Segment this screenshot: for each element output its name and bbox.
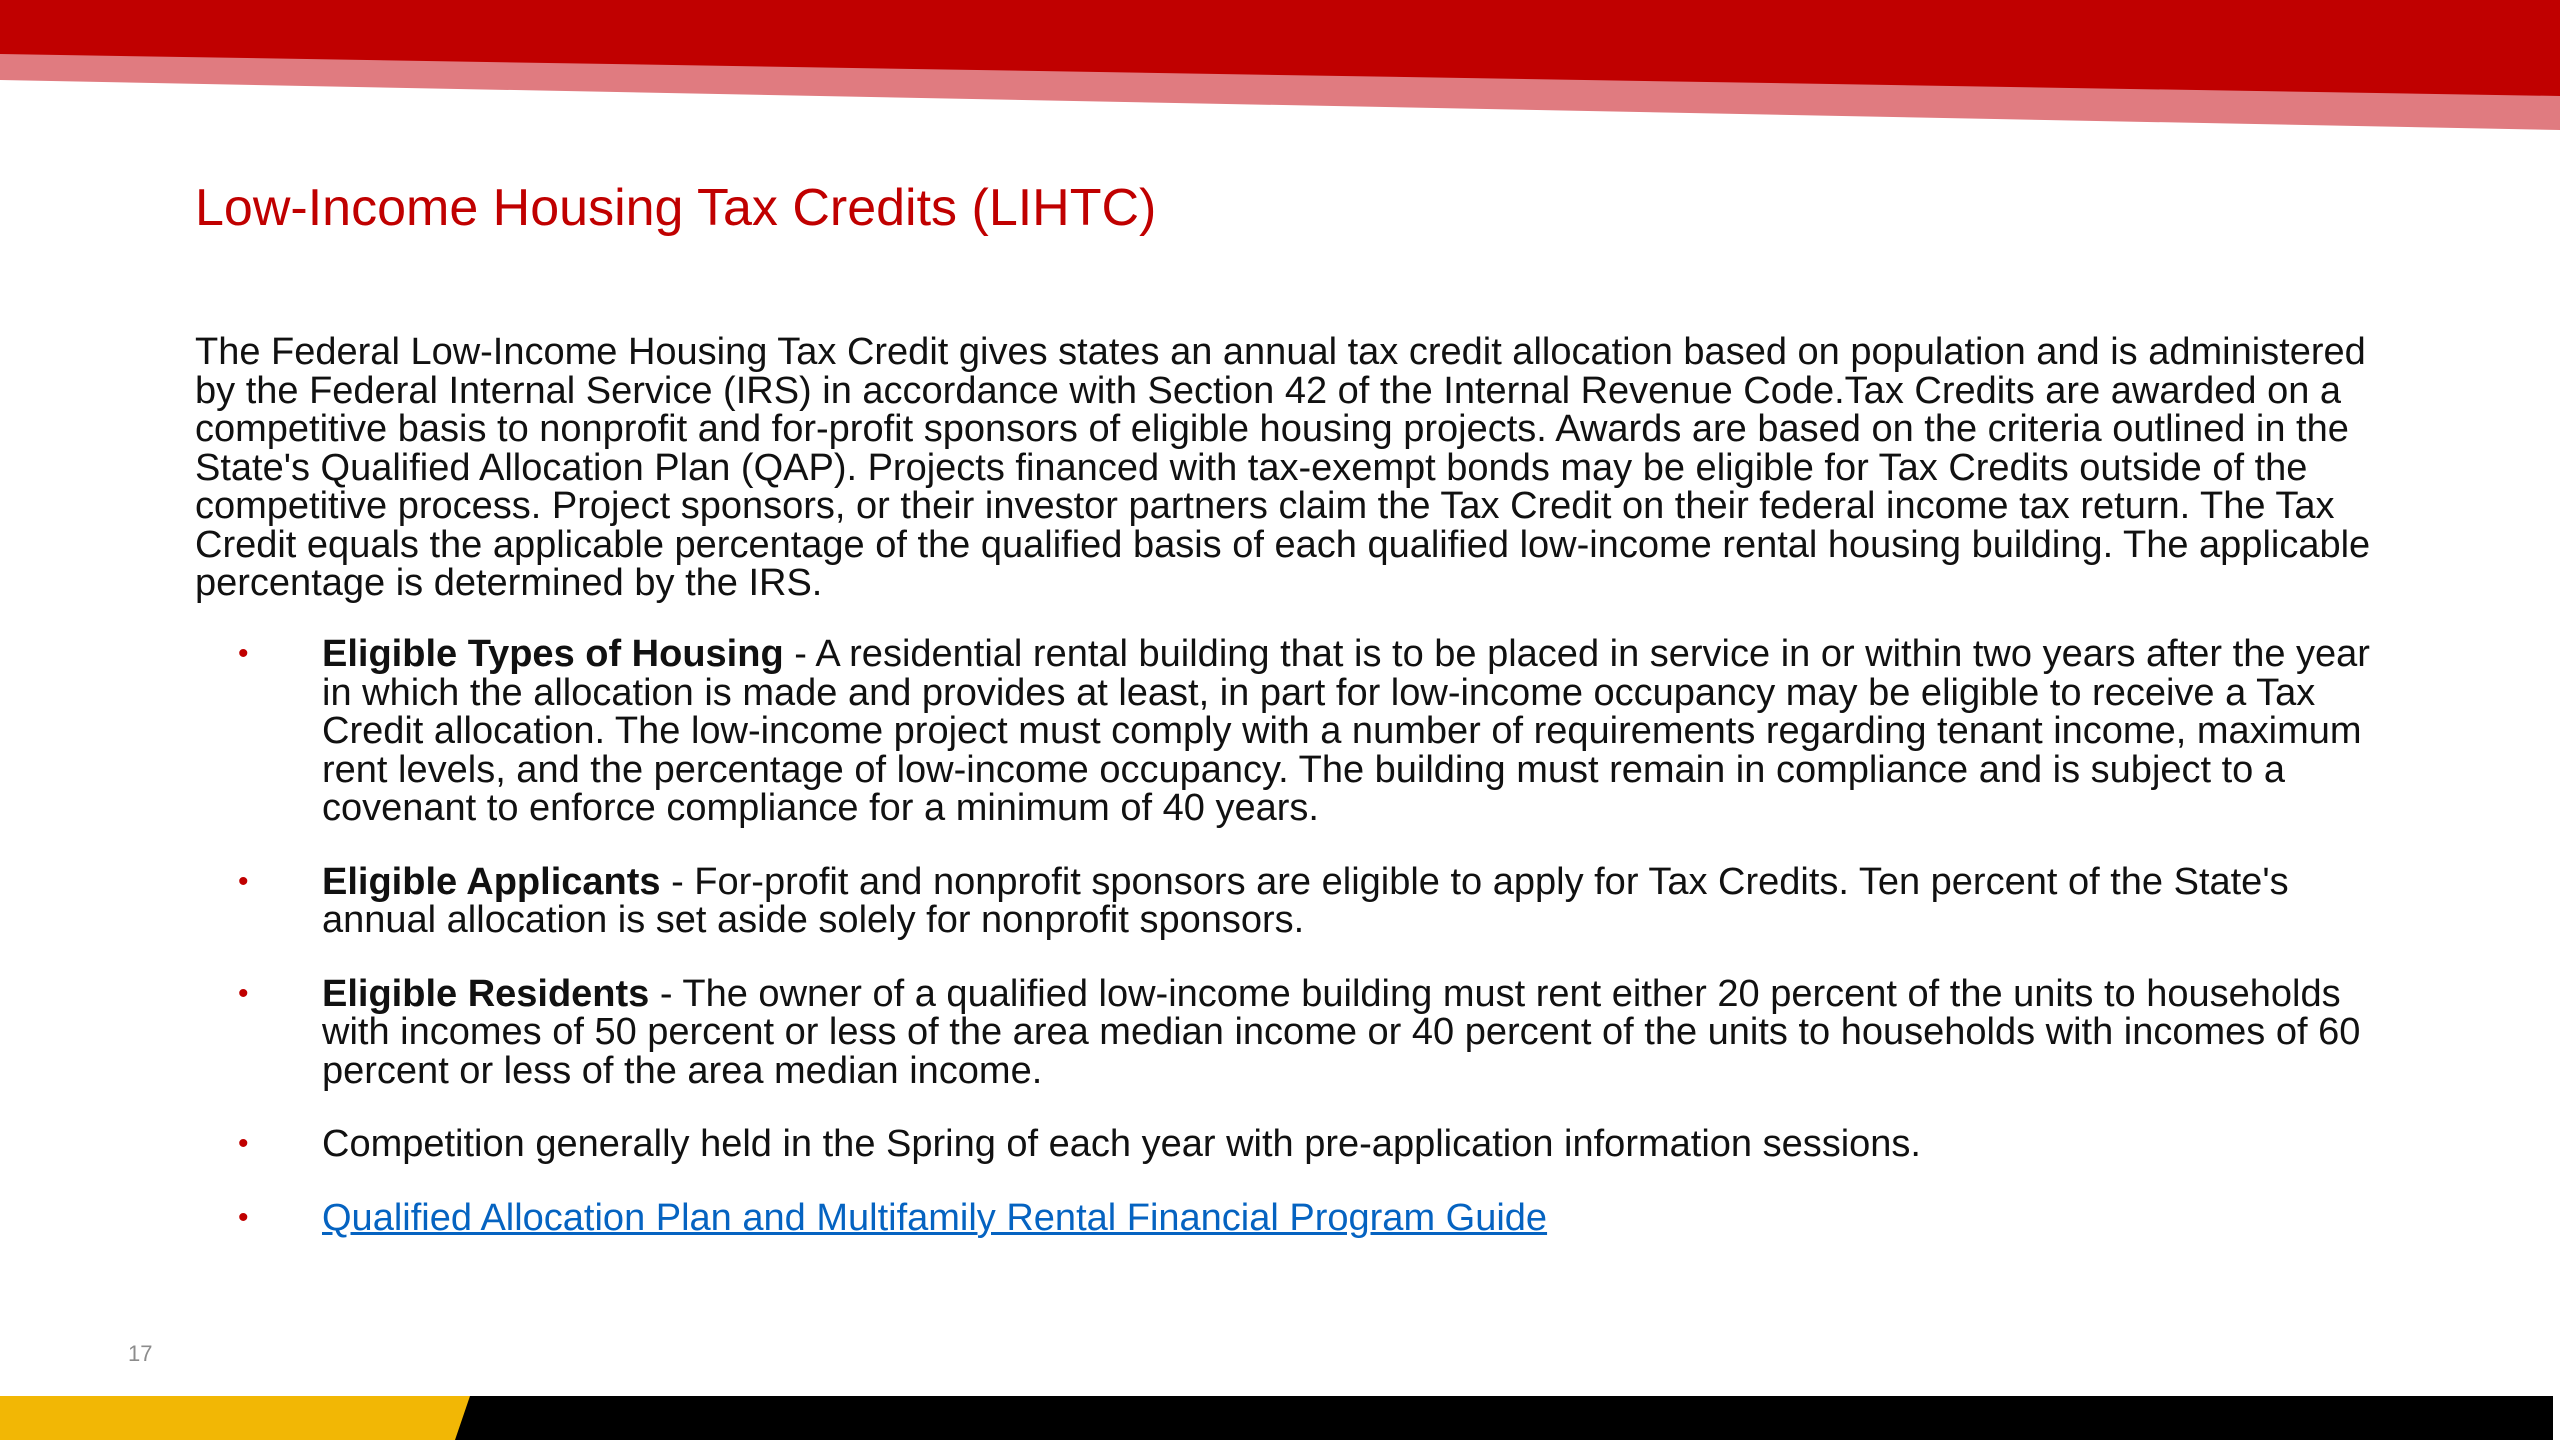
bullet-dot-icon: •: [238, 976, 249, 1010]
bullet-heading: Eligible Applicants: [322, 860, 661, 903]
bullet-text: - A residential rental building that is to be placed in service in or within two years after the year in which the allocation is made and provides at least, in part for low-income occupancy may be eligible to receive a Tax Credit allocation. The low-income project must comply with a number of requirements regarding tenant income, maximum rent levels, and the percentage of low-income occupancy. The building must remain in compliance and is subject to a covenant to enforce compliance for a minimum of 40 years.: [322, 633, 2370, 829]
bullet-qap-link: [195, 1196, 2385, 1239]
top-decorative-band: [0, 0, 2560, 140]
bullet-eligible-types-of-housing: [195, 635, 2385, 828]
bullet-dot-icon: •: [238, 637, 249, 670]
slide-title: Low-Income Housing Tax Credits (LIHTC): [195, 179, 1157, 237]
bullet-text: - For-profit and nonprofit sponsors are eligible to apply for Tax Credits. Ten percent of the State's annual allocation is set aside solely for nonprofit sponsors.: [322, 860, 2289, 941]
bullet-list: [195, 635, 2385, 1272]
intro-paragraph: The Federal Low-Income Housing Tax Credit gives states an annual tax credit allocation based on population and is administered by the Federal Internal Service (IRS) in accordance with Section 42 of the Internal Revenue Code.Tax Credits are awarded on a competitive basis to nonprofit and for-profit sponsors of eligible housing projects. Awards are based on the criteria outlined in the State's Qualified Allocation Plan (QAP). Projects financed with tax-exempt bonds may be eligible for Tax Credits outside of the competitive process. Project sponsors, or their investor partners claim the Tax Credit on their federal income tax return. The Tax Credit equals the applicable percentage of the qualified basis of each qualified low-income rental housing building. The applicable percentage is determined by the IRS.: [195, 331, 2371, 604]
bottom-decorative-band: [0, 1396, 2560, 1440]
bullet-dot-icon: •: [238, 864, 249, 898]
bullet-competition: [195, 1125, 2385, 1164]
bullet-heading: Eligible Types of Housing: [322, 633, 784, 675]
bullet-dot-icon: •: [238, 1200, 249, 1234]
bullet-heading: Eligible Residents: [322, 972, 650, 1015]
bullet-eligible-applicants: [195, 860, 2385, 941]
qap-program-guide-link[interactable]: Qualified Allocation Plan and Multifamily Rental Financial Program Guide: [322, 1196, 1548, 1239]
bullet-dot-icon: •: [238, 1127, 249, 1160]
bullet-text: - The owner of a qualified low-income building must rent either 20 percent of the units to households with incomes of 50 percent or less of the area median income or 40 percent of the units to households with incomes of 60 percent or less of the area median income.: [322, 972, 2361, 1092]
page-number: 17: [128, 1341, 153, 1366]
bottom-band-gold: [0, 1396, 470, 1440]
bullet-eligible-residents: [195, 972, 2385, 1092]
bullet-text: Competition generally held in the Spring of each year with pre-application information sessions.: [322, 1123, 1921, 1165]
